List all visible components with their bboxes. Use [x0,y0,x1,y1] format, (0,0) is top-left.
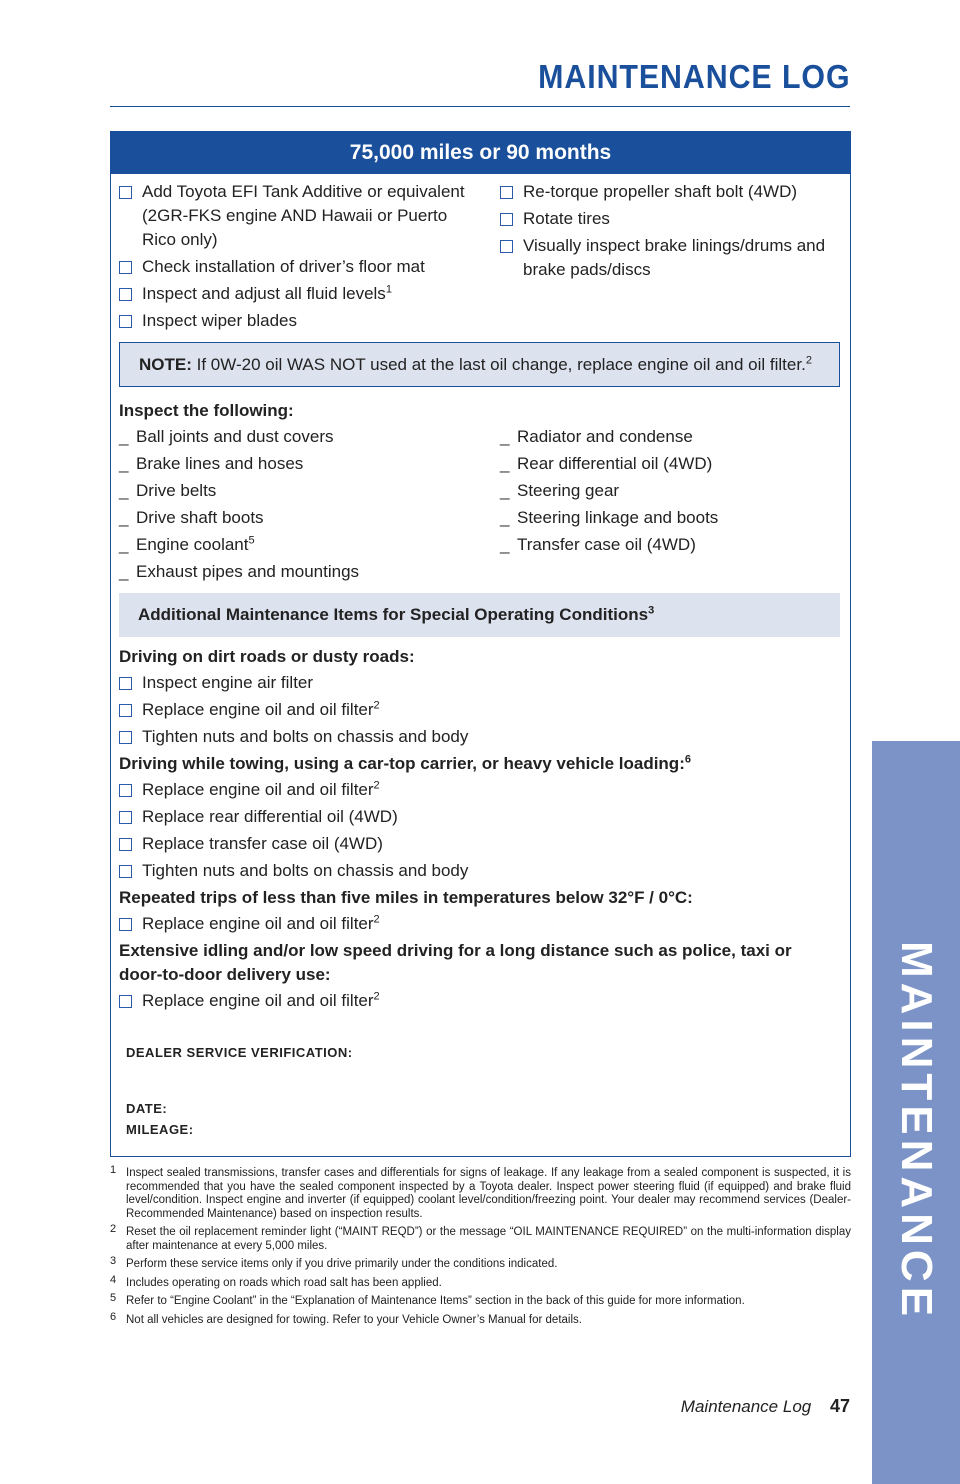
item-label: Replace engine oil and oil filter [142,700,374,719]
footnote-number: 6 [110,1310,117,1323]
checklist-item [119,832,839,856]
footnote [110,1255,851,1272]
condition-heading [119,645,839,669]
checkbox-icon[interactable] [119,288,132,301]
note-footnote-ref: 2 [805,354,812,367]
inspect-item [500,479,840,503]
checklist-item [119,282,471,306]
footnotes [110,1164,851,1332]
footnote-ref: 2 [373,779,380,792]
page-number: 47 [829,1396,850,1416]
footnote-text: Perform these service items only if you drive primarily under the conditions indicated. [126,1258,558,1270]
checkbox-icon[interactable] [119,918,132,931]
inspect-item [500,425,840,449]
checkbox-icon[interactable] [119,731,132,744]
footnote-number: 3 [110,1255,117,1267]
checklist-item [119,180,471,252]
checklist-item [500,207,840,231]
item-label: Inspect wiper blades [142,311,297,330]
checklist-item [500,180,840,204]
checkbox-icon[interactable] [119,315,132,328]
checklist-item [119,309,471,333]
checklist-item [119,912,839,936]
checklist-item [119,725,839,749]
footnote [110,1292,851,1309]
dash-bullet: _ [500,427,510,446]
footer-section-label: Maintenance Log [680,1397,812,1416]
item-label: Add Toyota EFI Tank Additive or equivalent (2GR-FKS engine AND Hawaii or Puerto Rico only) [142,182,465,249]
footnote-ref: 2 [373,699,380,712]
item-label: Replace engine oil and oil filter [142,780,374,799]
inspect-item [119,452,479,476]
checkbox-icon[interactable] [119,811,132,824]
dash-bullet: _ [119,427,129,446]
checklist-item [500,234,840,282]
dash-bullet: _ [500,508,510,527]
condition-heading [119,752,839,776]
checklist-item [119,671,839,695]
checkbox-icon[interactable] [500,213,513,226]
checkbox-icon[interactable] [119,995,132,1008]
dash-bullet: _ [119,508,129,527]
inspect-section [119,399,479,587]
item-label: Steering linkage and boots [517,508,719,527]
dealer-verification-label: DEALER SERVICE VERIFICATION: [126,1045,353,1060]
dash-bullet: _ [500,481,510,500]
dash-bullet: _ [119,535,129,554]
checklist-item [119,989,839,1013]
mileage-label: MILEAGE: [126,1122,194,1137]
inspect-item [119,479,479,503]
item-label: Rotate tires [523,209,610,228]
note-box [119,342,840,387]
item-label: Drive belts [136,481,217,500]
checkbox-icon[interactable] [119,261,132,274]
footnote-text: Reset the oil replacement reminder light (“MAINT REQD”) or the message “OIL MAINTENANCE REQUIRED” on the multi-information display after maintenance at every 5,000 miles. [126,1226,851,1252]
item-label: Replace engine oil and oil filter [142,991,374,1010]
footnote-ref: 1 [385,283,392,296]
condition-heading-text: Repeated trips of less than five miles in temperatures below 32°F / 0°C: [119,888,693,907]
item-label: Rear differential oil (4WD) [517,454,713,473]
checkbox-icon[interactable] [119,838,132,851]
item-label: Replace engine oil and oil filter [142,914,374,933]
dash-bullet: _ [119,454,129,473]
page-footer [681,1396,850,1417]
item-label: Visually inspect brake linings/drums and brake pads/discs [523,236,826,279]
condition-heading-text: Driving while towing, using a car-top carrier, or heavy vehicle loading: [119,754,685,773]
dash-bullet: _ [500,454,510,473]
checklist-item [119,778,839,802]
checklist-item [119,859,839,883]
checkbox-icon[interactable] [119,784,132,797]
footnote-ref: 2 [373,990,380,1003]
additional-heading [119,593,840,637]
checkbox-icon[interactable] [119,704,132,717]
conditions-section [119,645,839,1016]
item-label: Exhaust pipes and mountings [136,562,360,581]
footnote-ref: 2 [373,913,380,926]
footnote-text: Refer to “Engine Coolant” in the “Explanation of Maintenance Items” section in the back of this guide for more information. [126,1295,745,1307]
title-divider [110,106,850,107]
item-label: Re-torque propeller shaft bolt (4WD) [523,182,798,201]
item-label: Inspect and adjust all fluid levels [142,284,386,303]
inspect-item [119,533,479,557]
footnote-number: 4 [110,1273,117,1286]
item-label: Tighten nuts and bolts on chassis and body [142,727,469,746]
note-text: If 0W-20 oil WAS NOT used at the last oil change, replace engine oil and oil filter. [196,355,806,374]
note-label: NOTE: [139,355,192,374]
item-label: Engine coolant [136,535,249,554]
footnote-text: Includes operating on roads which road salt has been applied. [126,1276,442,1289]
checklist-item [119,805,839,829]
item-label: Replace rear differential oil (4WD) [142,807,398,826]
inspect-item [500,533,840,557]
checkbox-icon[interactable] [119,865,132,878]
inspect-list-right [500,425,840,560]
footnote-number: 5 [110,1292,117,1304]
condition-heading-text: Extensive idling and/or low speed driving for a long distance such as police, taxi or door-to-door delivery use: [119,941,792,984]
item-label: Drive shaft boots [136,508,264,527]
checkbox-icon[interactable] [119,186,132,199]
dash-bullet: _ [119,481,129,500]
footnote-ref: 6 [684,753,691,766]
condition-heading-text: Driving on dirt roads or dusty roads: [119,647,415,666]
inspect-item [500,506,840,530]
item-label: Replace transfer case oil (4WD) [142,834,383,853]
footnote [110,1310,851,1328]
inspect-item [500,452,840,476]
maintenance-box [110,131,851,1157]
interval-header: 75,000 miles or 90 months [111,132,850,174]
item-label: Tighten nuts and bolts on chassis and body [142,861,469,880]
dash-bullet: _ [500,535,510,554]
footnote-number: 2 [110,1223,117,1235]
checklist-right [500,180,840,285]
item-label: Check installation of driver’s floor mat [142,257,425,276]
checklist-item [119,255,471,279]
item-label: Radiator and condense [517,427,693,446]
dash-bullet: _ [119,562,129,581]
footnote [110,1223,851,1253]
inspect-item [119,425,479,449]
checkbox-icon[interactable] [500,186,513,199]
footnote-text: Not all vehicles are designed for towing. Refer to your Vehicle Owner’s Manual for details. [126,1313,582,1326]
footnote-number: 1 [110,1164,117,1176]
page-title: MAINTENANCE LOG [537,58,850,95]
item-label: Inspect engine air filter [142,673,314,692]
footnote-text: Inspect sealed transmissions, transfer cases and differentials for signs of leakage. If any leakage from a sealed component is suspected, it is recommended that you have the sealed component inspected by a Toyota dealer. Inspect power steering fluid (if equipped) and brake fluid level/condition. Inspect engine and inverter (if equipped) coolant level/condition/freezing point. Your dealer may recommend services (Dealer-Recommended Maintenance) based on inspection results. [126,1167,851,1220]
checklist-left [119,180,471,336]
item-label: Steering gear [517,481,620,500]
condition-heading [119,939,839,987]
inspect-item [119,560,479,584]
inspect-list-left [119,425,479,584]
additional-heading-text: Additional Maintenance Items for Special Operating Conditions [138,605,649,624]
item-label: Transfer case oil (4WD) [517,535,696,554]
section-tab-label: MAINTENANCE [892,940,941,1322]
checkbox-icon[interactable] [119,677,132,690]
section-tab [872,741,960,1484]
item-label: Brake lines and hoses [136,454,304,473]
additional-heading-ref: 3 [648,604,655,617]
footnote [110,1164,851,1221]
item-label: Ball joints and dust covers [136,427,334,446]
inspect-heading: Inspect the following: [119,401,294,420]
inspect-item [119,506,479,530]
date-label: DATE: [126,1101,168,1116]
checkbox-icon[interactable] [500,240,513,253]
checklist-item [119,698,839,722]
footnote [110,1273,851,1291]
footnote-ref: 5 [248,534,255,547]
condition-heading [119,886,839,910]
